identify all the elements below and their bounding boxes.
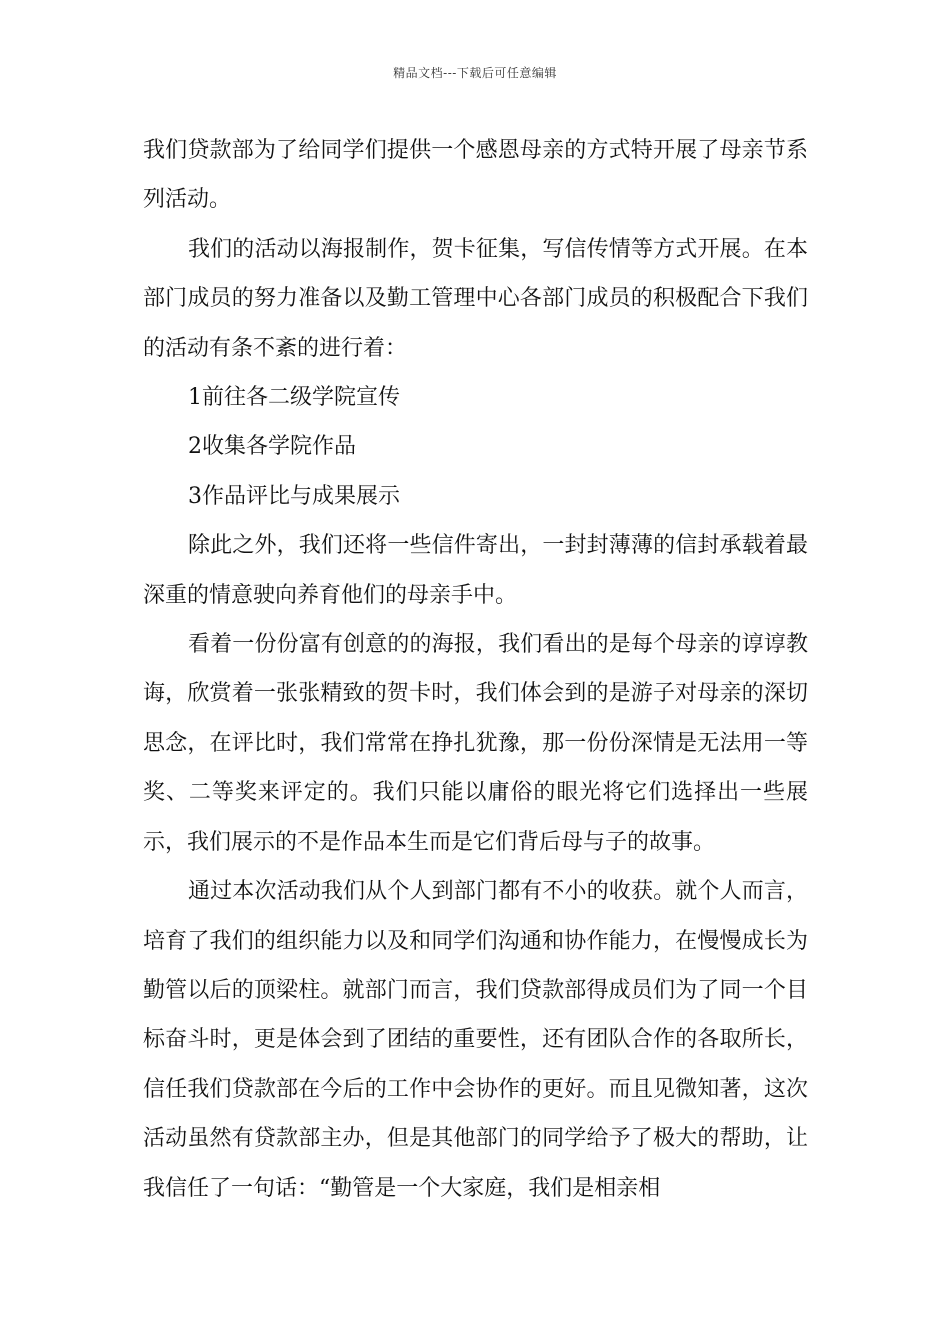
paragraph-letters: 除此之外，我们还将一些信件寄出，一封封薄薄的信封承载着最深重的情意驶向养育他们的母亲手中。 [143,533,808,608]
paragraph-gains: 通过本次活动我们从个人到部门都有不小的收获。就个人而言，培育了我们的组织能力以及和同学们沟通和协作能力，在慢慢成长为勤管以后的顶梁柱。就部门而言，我们贷款部得成员们为了同一个目标奋斗时，更是体会到了团结的重要性，还有团队合作的各取所长，信任我们贷款部在今后的工作中会协作的更好。而且见微知著，这次活动虽然有贷款部主办，但是其他部门的同学给予了极大的帮助，让我信任了一句话：“勤管是一个大家庭，我们是相亲相 [143,879,808,1201]
paragraph-intro: 我们贷款部为了给同学们提供一个感恩母亲的方式特开展了母亲节系列活动。 [143,138,808,213]
list-item-3: 3作品评比与成果展示 [188,483,400,509]
document-body [143,126,808,1213]
list-item-1: 1前往各二级学院宣传 [188,385,400,411]
paragraph-activities: 我们的活动以海报制作，贺卡征集，写信传情等方式开展。在本部门成员的努力准备以及勤工管理中心各部门成员的积极配合下我们的活动有条不紊的进行着： [143,236,808,361]
list-item-2: 2收集各学院作品 [188,434,356,460]
page-header: 精品文档---下载后可任意编辑 [393,66,557,80]
paragraph-posters: 看着一份份富有创意的的海报，我们看出的是每个母亲的谆谆教诲，欣赏着一张张精致的贺卡时，我们体会到的是游子对母亲的深切思念，在评比时，我们常常在挣扎犹豫，那一份份深情是无法用一等奖、二等奖来评定的。我们只能以庸俗的眼光将它们选择出一些展示，我们展示的不是作品本生而是它们背后母与子的故事。 [143,632,808,855]
